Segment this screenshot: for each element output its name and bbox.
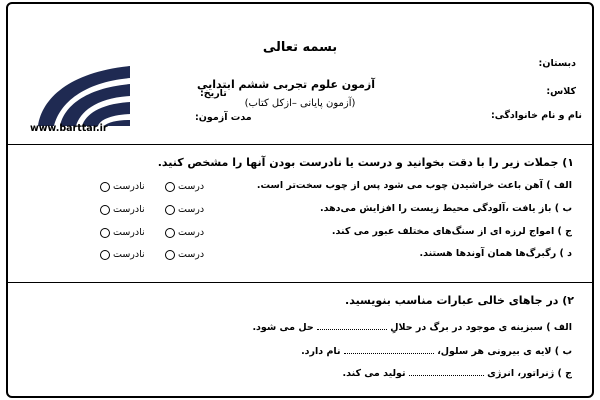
q2-item-c [342,366,572,379]
blank-field[interactable] [317,320,387,330]
q2-item-c-before: ج ) ژنراتور، انرژی [487,368,572,379]
false-label: نادرست [113,249,145,260]
duration-label: مدت آزمون: [195,112,252,123]
q1-b-false-option[interactable] [100,204,145,215]
radio-circle-icon[interactable] [100,205,110,215]
false-label: نادرست [113,204,145,215]
q1-item-b: ب ) باز یافت ،آلودگی محیط زیست را افزایش می‌دهد. [319,203,572,214]
radio-circle-icon[interactable] [100,228,110,238]
q1-a-false-option[interactable] [100,181,145,192]
true-label: درست [178,227,205,238]
header-divider [8,144,592,145]
q1-c-false-option[interactable] [100,227,145,238]
radio-circle-icon[interactable] [165,182,175,192]
q1-d-false-option[interactable] [100,249,145,260]
q1-c-true-option[interactable] [165,227,204,238]
q1-a-true-option[interactable] [165,181,204,192]
radio-circle-icon[interactable] [100,250,110,260]
q1-b-true-option[interactable] [165,204,204,215]
page-title: بسمه تعالی [262,40,338,55]
date-label: تاریخ: [200,88,227,99]
website-url: www.barttar.ir [30,123,108,134]
true-label: درست [178,181,205,192]
q1-item-d: د ) رگبرگ‌ها همان آوندها هستند. [419,248,572,259]
false-label: نادرست [113,181,145,192]
q1-d-true-option[interactable] [165,249,204,260]
radio-circle-icon[interactable] [165,250,175,260]
q2-item-c-after: تولید می کند. [342,368,406,379]
q2-item-b-after: نام دارد. [301,346,341,357]
q2-item-a-after: حل می شود. [252,322,314,333]
class-label: کلاس: [546,86,576,97]
barttar-logo-icon [30,58,140,128]
q2-item-b [301,344,572,357]
q2-item-b-before: ب ) لایه ی بیرونی هر سلول، [437,346,572,357]
q2-item-a [252,320,572,333]
exam-title: آزمون علوم تجربی ششم ابتدایی [196,78,375,91]
q1-item-c: ج ) امواج لرزه ای از سنگ‌های مختلف عبور می کند. [331,226,572,237]
true-label: درست [178,204,205,215]
q1-item-a: الف ) آهن باعث خراشیدن چوب می شود پس از چوب سخت‌تر است. [256,180,572,191]
q1-heading: ۱) جملات زیر را با دقت بخوانید و درست یا نادرست بودن آنها را مشخص کنید. [157,156,574,169]
blank-field[interactable] [344,344,434,354]
q2-item-a-before: الف ) سبزینه ی موجود در برگ در حلالِ [390,322,572,333]
false-label: نادرست [113,227,145,238]
radio-circle-icon[interactable] [165,205,175,215]
true-label: درست [178,249,205,260]
exam-subtitle: (آزمون پایانی –ازکل کتاب) [244,98,356,109]
name-label: نام و نام خانوادگی: [490,110,582,121]
q2-heading: ۲) در جاهای خالی عبارات مناسب بنویسید. [345,294,574,307]
blank-field[interactable] [409,366,484,376]
school-label: دبستان: [538,58,576,69]
radio-circle-icon[interactable] [165,228,175,238]
section-divider [8,282,592,283]
radio-circle-icon[interactable] [100,182,110,192]
